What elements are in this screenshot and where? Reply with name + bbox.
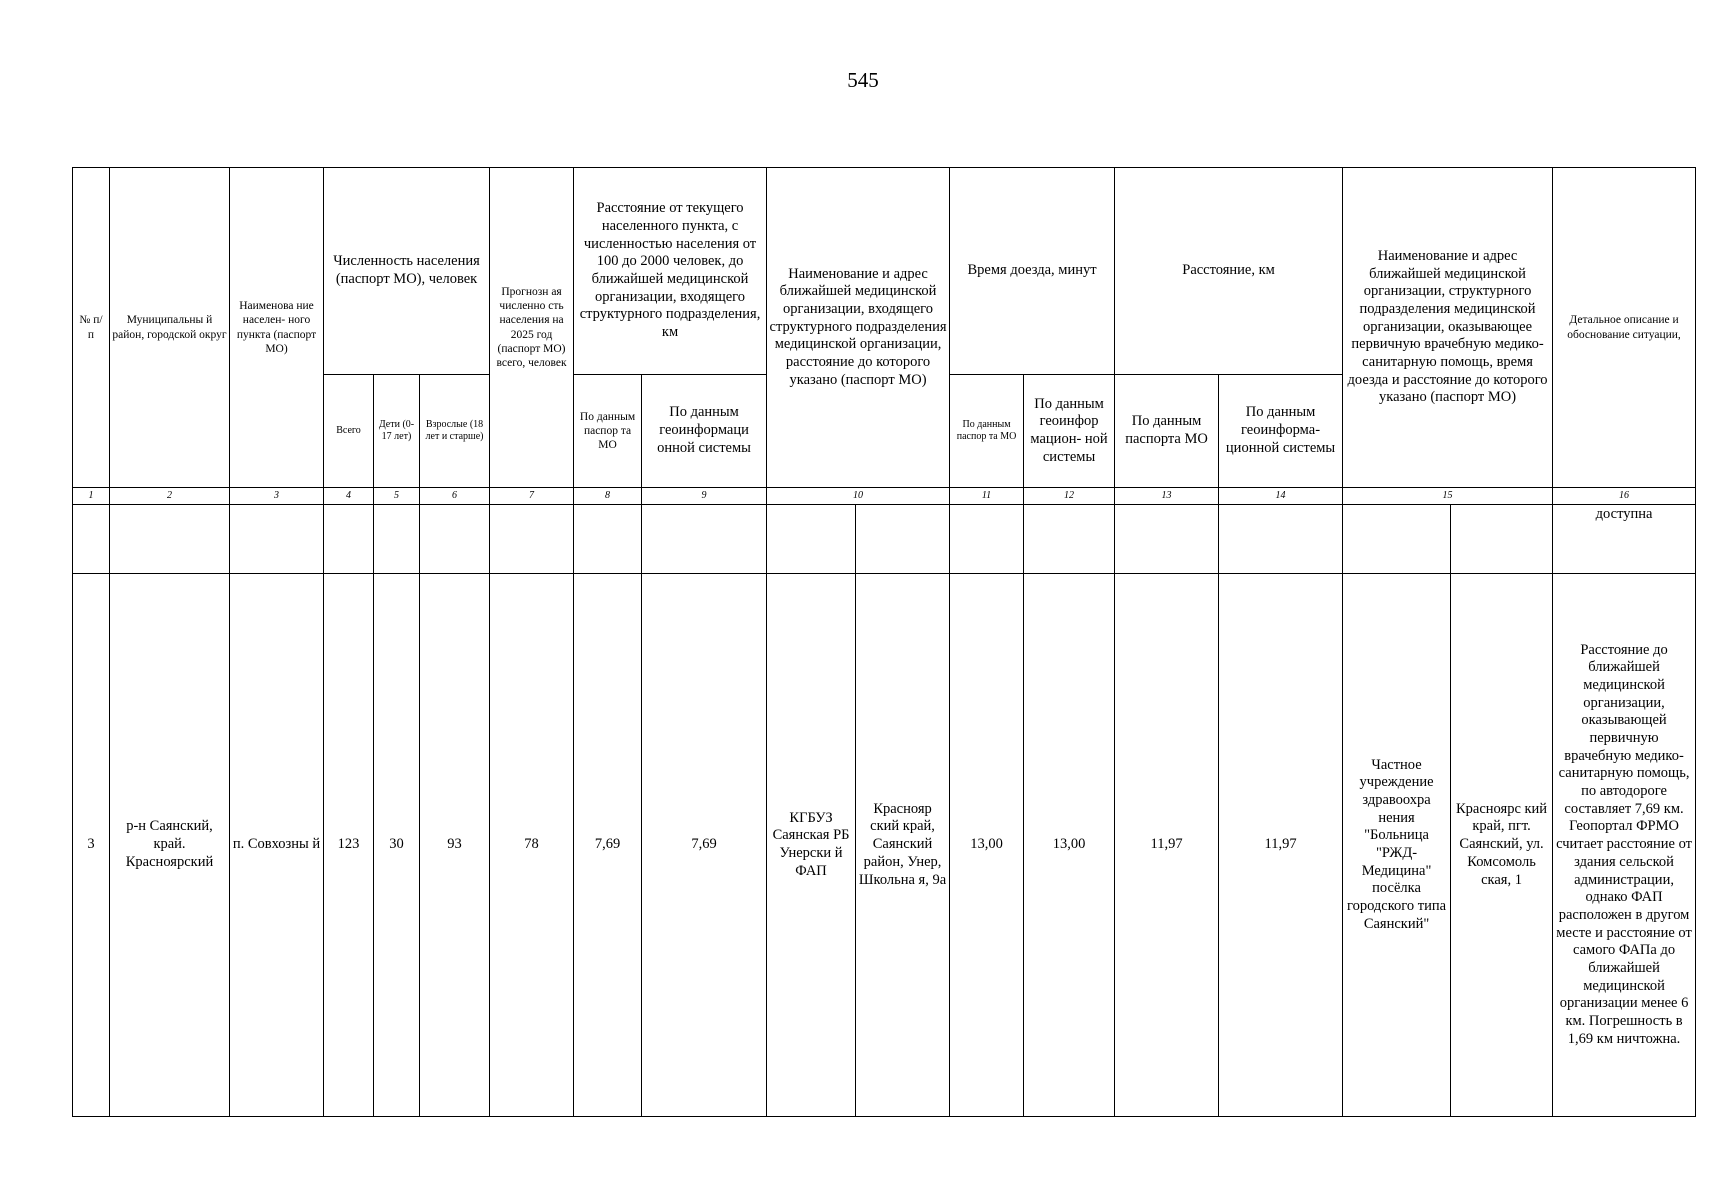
column-number: 9: [642, 488, 767, 505]
table-row: [73, 574, 1696, 1117]
empty-cell: [1024, 505, 1115, 574]
row-district: р-н Саянский, край. Красноярский: [110, 574, 230, 1117]
header-total: Всего: [324, 375, 374, 488]
empty-cell: [1219, 505, 1343, 574]
header-row-top: [73, 168, 1696, 375]
row-km-passport: 11,97: [1115, 574, 1219, 1117]
empty-cell: [574, 505, 642, 574]
empty-cell: [110, 505, 230, 574]
empty-cell: [420, 505, 490, 574]
column-number: 10: [767, 488, 950, 505]
page-number: 545: [847, 68, 879, 92]
row-number: 3: [73, 574, 110, 1117]
column-number: 11: [950, 488, 1024, 505]
column-number: 8: [574, 488, 642, 505]
row-dist-passport: 7,69: [574, 574, 642, 1117]
continuation-row: [73, 505, 1696, 574]
row-org-name: КГБУЗ Саянская РБ Унерски й ФАП: [767, 574, 856, 1117]
empty-cell: [767, 505, 856, 574]
column-number-row: [73, 488, 1696, 505]
column-number: 12: [1024, 488, 1115, 505]
column-number: 2: [110, 488, 230, 505]
column-number: 13: [1115, 488, 1219, 505]
header-time-geo: По данным геоинфор мацион- ной системы: [1024, 375, 1115, 488]
data-table: [72, 167, 1696, 1117]
empty-cell: [230, 505, 324, 574]
column-number: 7: [490, 488, 574, 505]
row-org-address: Краснояр ский край, Саянский район, Унер, Школьна я, 9а: [856, 574, 950, 1117]
header-settlement: Наименова ние населен- ного пункта (паспорт МО): [230, 168, 324, 488]
header-distance-group: Расстояние от текущего населенного пункта, с численностью населения от 100 до 2000 человек, до ближайшей медицинской организации, входящего структурного подразделения, км: [574, 168, 767, 375]
column-number: 15: [1343, 488, 1553, 505]
header-detail: Детальное описание и обоснование ситуации,: [1553, 168, 1696, 488]
empty-cell: [1343, 505, 1451, 574]
header-dist-geo: По данным геоинформаци онной системы: [642, 375, 767, 488]
header-adults: Взрослые (18 лет и старше): [420, 375, 490, 488]
header-population-group: Численность населения (паспорт МО), человек: [324, 168, 490, 375]
empty-cell: [950, 505, 1024, 574]
empty-cell: [324, 505, 374, 574]
row-detail: Расстояние до ближайшей медицинской организации, оказывающей первичную врачебную медико- санитарную помощь, по автодороге составляет 7,69 км. Геопортал ФРМО считает расстояние от здания сельской администрации, однако ФАП расположен в другом месте и расстояние от самого ФАПа до ближайшей медицинской организации менее 6 км. Погрешность в 1,69 км ничтожна.: [1553, 574, 1696, 1117]
row-time-geo: 13,00: [1024, 574, 1115, 1117]
header-time-passport: По данным паспор та МО: [950, 375, 1024, 488]
column-number: 6: [420, 488, 490, 505]
column-number: 3: [230, 488, 324, 505]
column-number: 5: [374, 488, 420, 505]
empty-cell: [374, 505, 420, 574]
header-km-geo: По данным геоинформа- ционной системы: [1219, 375, 1343, 488]
continuation-detail: доступна: [1553, 505, 1696, 574]
column-number: 4: [324, 488, 374, 505]
column-number: 16: [1553, 488, 1696, 505]
empty-cell: [642, 505, 767, 574]
row-adults: 93: [420, 574, 490, 1117]
row-settlement: п. Совхозны й: [230, 574, 324, 1117]
row-time-passport: 13,00: [950, 574, 1024, 1117]
header-district: Муниципальны й район, городской округ: [110, 168, 230, 488]
column-number: 14: [1219, 488, 1343, 505]
header-distance-km-group: Расстояние, км: [1115, 168, 1343, 375]
row-children: 30: [374, 574, 420, 1117]
empty-cell: [490, 505, 574, 574]
header-primary-care-org: Наименование и адрес ближайшей медицинской организации, структурного подразделения медицинской организации, оказывающее первичную врачебную медико- санитарную помощь, время доезда и расстояние до которого указано (паспорт МО): [1343, 168, 1553, 488]
empty-cell: [1451, 505, 1553, 574]
header-km-passport: По данным паспорта МО: [1115, 375, 1219, 488]
header-dist-passport: По данным паспор та МО: [574, 375, 642, 488]
row-forecast: 78: [490, 574, 574, 1117]
row-km-geo: 11,97: [1219, 574, 1343, 1117]
row-dist-geo: 7,69: [642, 574, 767, 1117]
row-total: 123: [324, 574, 374, 1117]
row-primary-org-address: Красноярс кий край, пгт. Саянский, ул. Комсомоль ская, 1: [1451, 574, 1553, 1117]
header-forecast: Прогнозн ая численно сть населения на 2025 год (паспорт МО) всего, человек: [490, 168, 574, 488]
empty-cell: [856, 505, 950, 574]
header-nearest-org: Наименование и адрес ближайшей медицинской организации, входящего структурного подразделения медицинской организации, расстояние до которого указано (паспорт МО): [767, 168, 950, 488]
column-number: 1: [73, 488, 110, 505]
empty-cell: [1115, 505, 1219, 574]
header-travel-time-group: Время доезда, минут: [950, 168, 1115, 375]
header-children: Дети (0-17 лет): [374, 375, 420, 488]
empty-cell: [73, 505, 110, 574]
header-number: № п/ п: [73, 168, 110, 488]
row-primary-org-name: Частное учреждение здравоохра нения "Больница "РЖД- Медицина" посёлка городского типа Саянский": [1343, 574, 1451, 1117]
